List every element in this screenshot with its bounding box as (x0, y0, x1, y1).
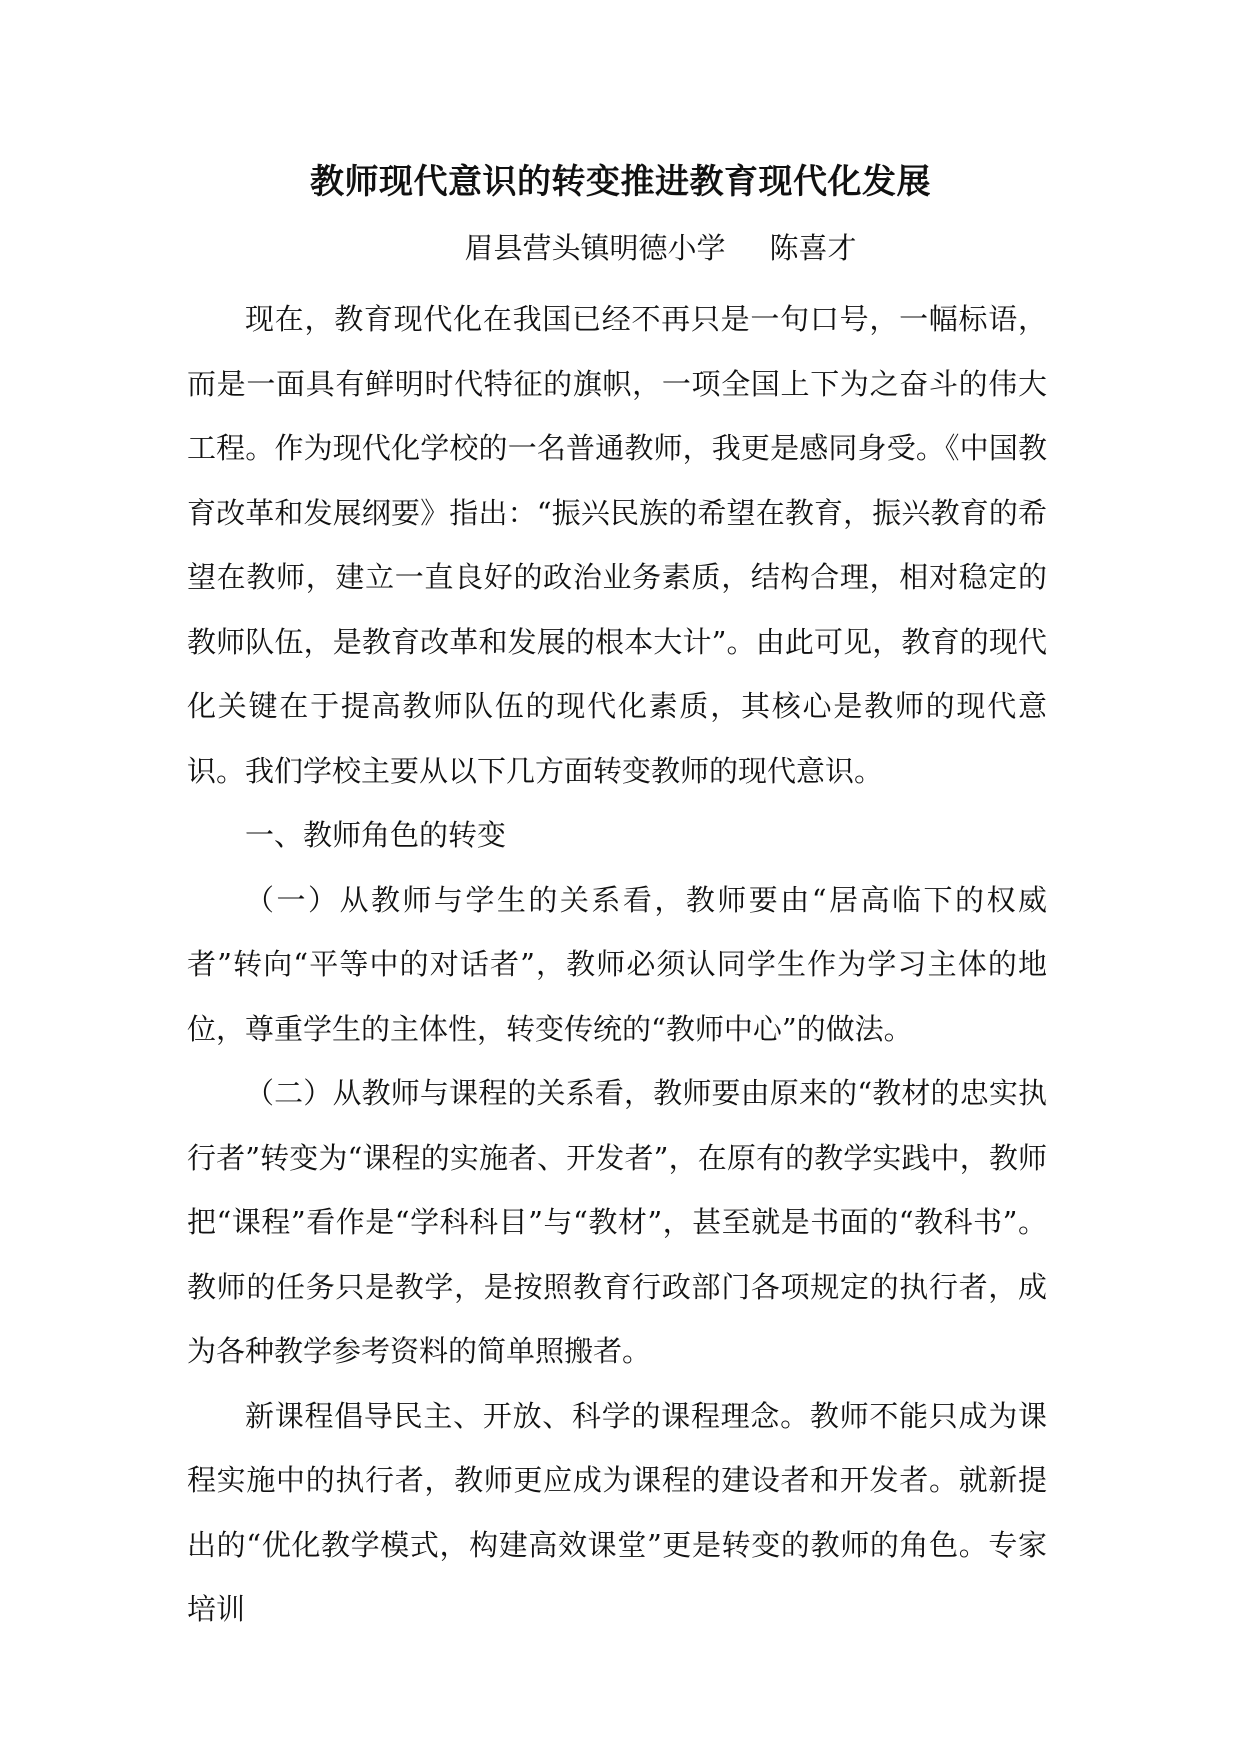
paragraph-intro: 现在，教育现代化在我国已经不再只是一句口号，一幅标语，而是一面具有鲜明时代特征的旗帜，一项全国上下为之奋斗的伟大工程。作为现代化学校的一名普通教师，我更是感同身受。《中国教育改革和发展纲要》指出：“振兴民族的希望在教育，振兴教育的希望在教师，建立一直良好的政治业务素质，结构合理，相对稳定的教师队伍，是教育改革和发展的根本大计”。由此可见，教育的现代化关键在于提高教师队伍的现代化素质，其核心是教师的现代意识。我们学校主要从以下几方面转变教师的现代意识。 (187, 302, 1047, 788)
author-name: 陈喜才 (769, 231, 857, 265)
author-line (0, 228, 1241, 268)
paragraph-sub-2: （二）从教师与课程的关系看，教师要由原来的“教材的忠实执行者”转变为“课程的实施者、开发者”，在原有的教学实践中，教师把“课程”看作是“学科科目”与“教材”，甚至就是书面的“教科书”。教师的任务只是教学，是按照教育行政部门各项规定的执行者，成为各种教学参考资料的简单照搬者。 (187, 1076, 1047, 1368)
section-heading-1: 一、教师角色的转变 (245, 818, 507, 852)
paragraph-new-curriculum: 新课程倡导民主、开放、科学的课程理念。教师不能只成为课程实施中的执行者，教师更应成为课程的建设者和开发者。就新提出的“优化教学模式，构建高效课堂”更是转变的教师的角色。专家培训 (187, 1398, 1047, 1626)
author-school: 眉县营头镇明德小学 (464, 231, 726, 265)
document-title: 教师现代意识的转变推进教育现代化发展 (310, 162, 931, 202)
paragraph-sub-1: （一）从教师与学生的关系看，教师要由“居高临下的权威者”转向“平等中的对话者”，教师必须认同学生作为学习主体的地位，尊重学生的主体性，转变传统的“教师中心”的做法。 (187, 882, 1047, 1046)
document-body (187, 287, 1047, 1642)
